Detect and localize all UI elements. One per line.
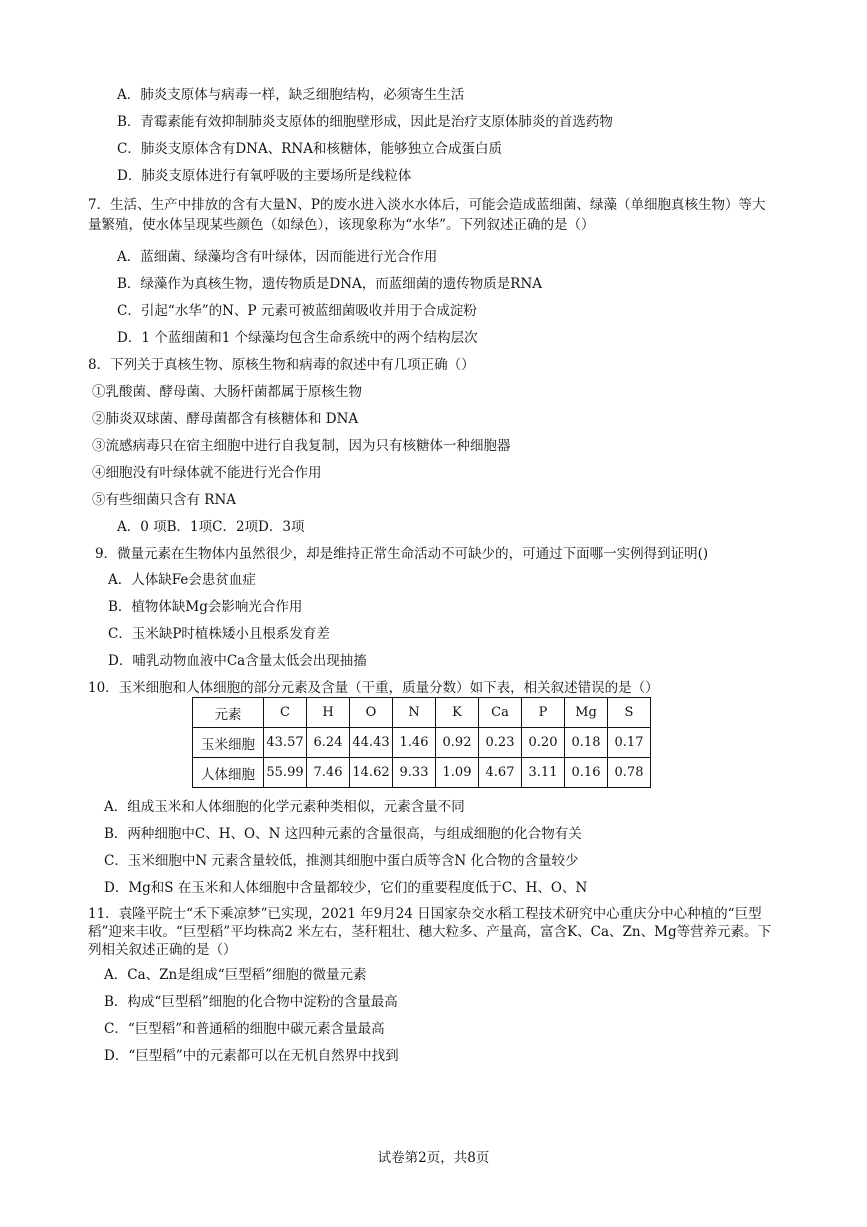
q7-option-b: B．绿藻作为真核生物，遗传物质是DNA，而蓝细菌的遗传物质是RNA: [117, 276, 543, 292]
q8-options: A．0 项B．1项C．2项D．3项: [117, 519, 305, 535]
table-cell: K: [436, 698, 479, 728]
table-cell: 0.20: [522, 728, 565, 758]
table-header-row: [193, 698, 651, 728]
table-cell: 44.43: [350, 728, 393, 758]
table-cell: 7.46: [307, 758, 350, 788]
table-cell: 0.78: [608, 758, 651, 788]
table-cell: Mg: [565, 698, 608, 728]
table-cell: 9.33: [393, 758, 436, 788]
q8-stem: 8．下列关于真核生物、原核生物和病毒的叙述中有几项正确（）: [88, 357, 475, 373]
q10-option-b: B．两种细胞中C、H、O、N 这四种元素的含量很高，与组成细胞的化合物有关: [104, 826, 582, 842]
q11-option-d: D．“巨型稻”中的元素都可以在无机自然界中找到: [104, 1048, 399, 1064]
table-cell: 3.11: [522, 758, 565, 788]
q6-option-b: B．青霉素能有效抑制肺炎支原体的细胞壁形成，因此是治疗支原体肺炎的首选药物: [117, 114, 613, 130]
q11-option-a: A．Ca、Zn是组成“巨型稻”细胞的微量元素: [104, 967, 367, 983]
page-footer: 试卷第2页，共8页: [377, 1150, 490, 1166]
table-cell: 43.57: [264, 728, 307, 758]
q10-option-c: C．玉米细胞中N 元素含量较低，推测其细胞中蛋白质等含N 化合物的含量较少: [104, 853, 579, 869]
table-cell: O: [350, 698, 393, 728]
table-cell: 元素: [193, 698, 264, 728]
q8-statement-2: ②肺炎双球菌、酵母菌都含有核糖体和 DNA: [92, 411, 359, 427]
table-cell: N: [393, 698, 436, 728]
table-cell: C: [264, 698, 307, 728]
q11-stem: 11．袁隆平院士“禾下乘凉梦”已实现，2021 年9月24 日国家杂交水稻工程技术研究中心重庆分中心种植的“巨型稻”迎来丰收。“巨型稻”平均株高2 米左右，茎秆粗壮、穗大粒多、产量高，富含K、Ca、Zn、Mg等营养元素。下列相关叙述正确的是（）: [88, 906, 772, 958]
table-cell: 0.16: [565, 758, 608, 788]
q9-option-d: D．哺乳动物血液中Ca含量太低会出现抽搐: [108, 653, 367, 669]
q11-option-b: B．构成“巨型稻”细胞的化合物中淀粉的含量最高: [104, 994, 398, 1010]
table-cell: 55.99: [264, 758, 307, 788]
q10-option-a: A．组成玉米和人体细胞的化学元素种类相似，元素含量不同: [104, 799, 465, 815]
q7-option-d: D．1 个蓝细菌和1 个绿藻均包含生命系统中的两个结构层次: [117, 330, 478, 346]
q7-option-c: C．引起“水华”的N、P 元素可被蓝细菌吸收并用于合成淀粉: [117, 303, 477, 319]
q8-statement-3: ③流感病毒只在宿主细胞中进行自我复制，因为只有核糖体一种细胞器: [92, 438, 511, 454]
table-cell: 0.18: [565, 728, 608, 758]
table-cell: 1.09: [436, 758, 479, 788]
q7-stem: 7．生活、生产中排放的含有大量N、P的废水进入淡水水体后，可能会造成蓝细菌、绿藻（单细胞真核生物）等大量繁殖，使水体呈现某些颜色（如绿色），该现象称为“水华”。下列叙述正确的是（）: [88, 197, 766, 233]
q9-option-a: A．人体缺Fe会患贫血症: [108, 572, 256, 588]
q8-statement-1: ①乳酸菌、酵母菌、大肠杆菌都属于原核生物: [92, 384, 362, 400]
table-cell: 人体细胞: [193, 758, 264, 788]
table-cell: S: [608, 698, 651, 728]
q10-option-d: D．Mg和S 在玉米和人体细胞中含量都较少，它们的重要程度低于C、H、O、N: [104, 880, 588, 896]
table-cell: P: [522, 698, 565, 728]
table-cell: 玉米细胞: [193, 728, 264, 758]
table-cell: Ca: [479, 698, 522, 728]
q10-stem: 10．玉米细胞和人体细胞的部分元素及含量（干重，质量分数）如下表，相关叙述错误的是（）: [88, 680, 659, 696]
q6-option-a: A．肺炎支原体与病毒一样，缺乏细胞结构，必须寄生生活: [117, 87, 465, 103]
q8-statement-5: ⑤有些细菌只含有 RNA: [92, 492, 237, 508]
q11-option-c: C．“巨型稻”和普通稻的细胞中碳元素含量最高: [104, 1021, 385, 1037]
table-row: [193, 728, 651, 758]
table-cell: 6.24: [307, 728, 350, 758]
q9-option-c: C．玉米缺P时植株矮小且根系发育差: [108, 626, 330, 642]
table-cell: 1.46: [393, 728, 436, 758]
table-cell: 0.17: [608, 728, 651, 758]
table-row: [193, 758, 651, 788]
table-cell: 0.23: [479, 728, 522, 758]
q9-stem: 9．微量元素在生物体内虽然很少，却是维持正常生命活动不可缺少的，可通过下面哪一实例得到证明(): [95, 546, 709, 562]
element-content-table: [192, 697, 651, 788]
table-cell: H: [307, 698, 350, 728]
q6-option-d: D．肺炎支原体进行有氧呼吸的主要场所是线粒体: [117, 168, 412, 184]
q9-option-b: B．植物体缺Mg会影响光合作用: [108, 599, 303, 615]
q6-option-c: C．肺炎支原体含有DNA、RNA和核糖体，能够独立合成蛋白质: [117, 141, 502, 157]
q8-statement-4: ④细胞没有叶绿体就不能进行光合作用: [92, 465, 322, 481]
table-cell: 0.92: [436, 728, 479, 758]
table-cell: 4.67: [479, 758, 522, 788]
q7-option-a: A．蓝细菌、绿藻均含有叶绿体，因而能进行光合作用: [117, 249, 438, 265]
table-cell: 14.62: [350, 758, 393, 788]
